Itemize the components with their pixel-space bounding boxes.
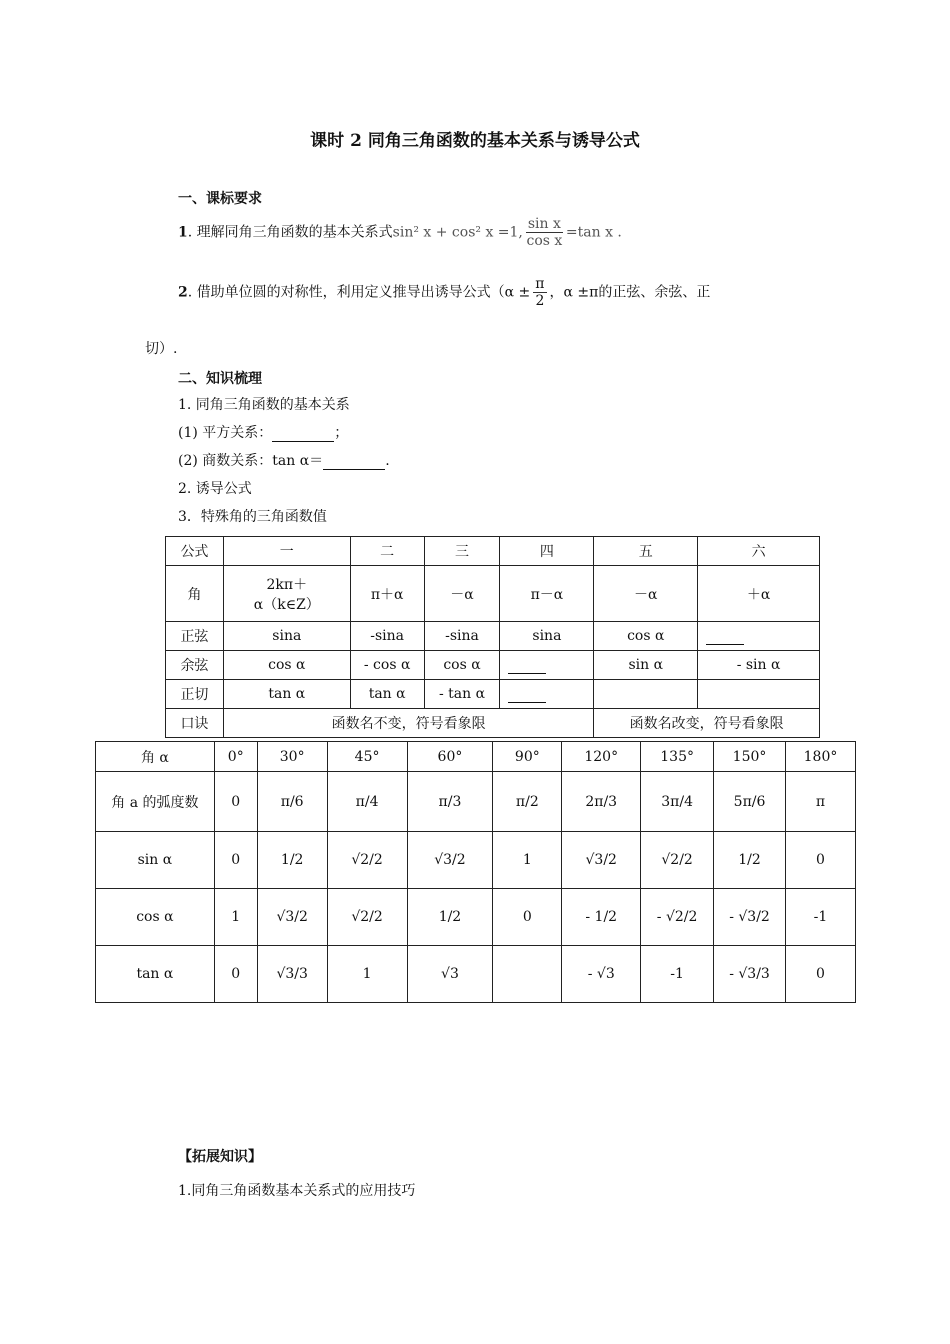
knowledge-line-3: (2) 商数关系：tan α＝ . [178, 453, 390, 469]
section-heading-knowledge: 二、知识梳理 [178, 371, 262, 387]
special-angle-values-table [95, 741, 856, 1003]
table-row: 公式 一 二 三 四 五 六 [166, 537, 820, 566]
table-row: 角 a 的弧度数 0 π/6 π/4 π/3 π/2 2π/3 3π/4 5π/6 π [96, 772, 856, 832]
extension-heading: 【拓展知识】 [178, 1149, 262, 1165]
table-row: 余弦 cos α - cos α cos α sin α - sin α [166, 651, 820, 680]
induction-formula-table [165, 536, 820, 738]
table-row: 正弦 sina -sina -sina sina cos α [166, 622, 820, 651]
knowledge-line-5: 3．特殊角的三角函数值 [178, 509, 327, 525]
table-row: 口诀 函数名不变，符号看象限 函数名改变，符号看象限 [166, 709, 820, 738]
table-row: sin α 0 1/2 √2/2 √3/2 1 √3/2 √2/2 1/2 0 [96, 832, 856, 889]
knowledge-line-4: 2. 诱导公式 [178, 481, 252, 497]
knowledge-line-2: (1) 平方关系： ； [178, 425, 349, 441]
standard-item-2-cont: 切）. [145, 341, 178, 357]
table-row: cos α 1 √3/2 √2/2 1/2 0 - 1/2 - √2/2 - √3/2 -1 [96, 889, 856, 946]
knowledge-line-1: 1. 同角三角函数的基本关系 [178, 397, 350, 413]
standard-item-1: 1. 理解同角三角函数的基本关系式sin² x + cos² x =1, $\frac{\text{sin x}}{\text{cos x}}$ =tan x . [178, 216, 622, 250]
page-title: 课时 2 同角三角函数的基本关系与诱导公式 [310, 131, 640, 151]
table-row: 角 2kπ＋ α（k∈Z） π＋α －α π－α －α ＋α [166, 566, 820, 622]
table-row: 角 α 0° 30° 45° 60° 90° 120° 135° 150° 180° [96, 742, 856, 772]
table-row: tan α 0 √3/3 1 √3 - √3 -1 - √3/3 0 [96, 946, 856, 1003]
extension-item-1: 1.同角三角函数基本关系式的应用技巧 [178, 1183, 416, 1199]
table-row: 正切 tan α tan α - tan α [166, 680, 820, 709]
section-heading-standards: 一、课标要求 [178, 191, 262, 207]
standard-item-2: 2. 借助单位圆的对称性，利用定义推导出诱导公式（α ± $\frac{\pi}{2}$ ，α ±π的正弦、余弦、正 [178, 276, 711, 310]
